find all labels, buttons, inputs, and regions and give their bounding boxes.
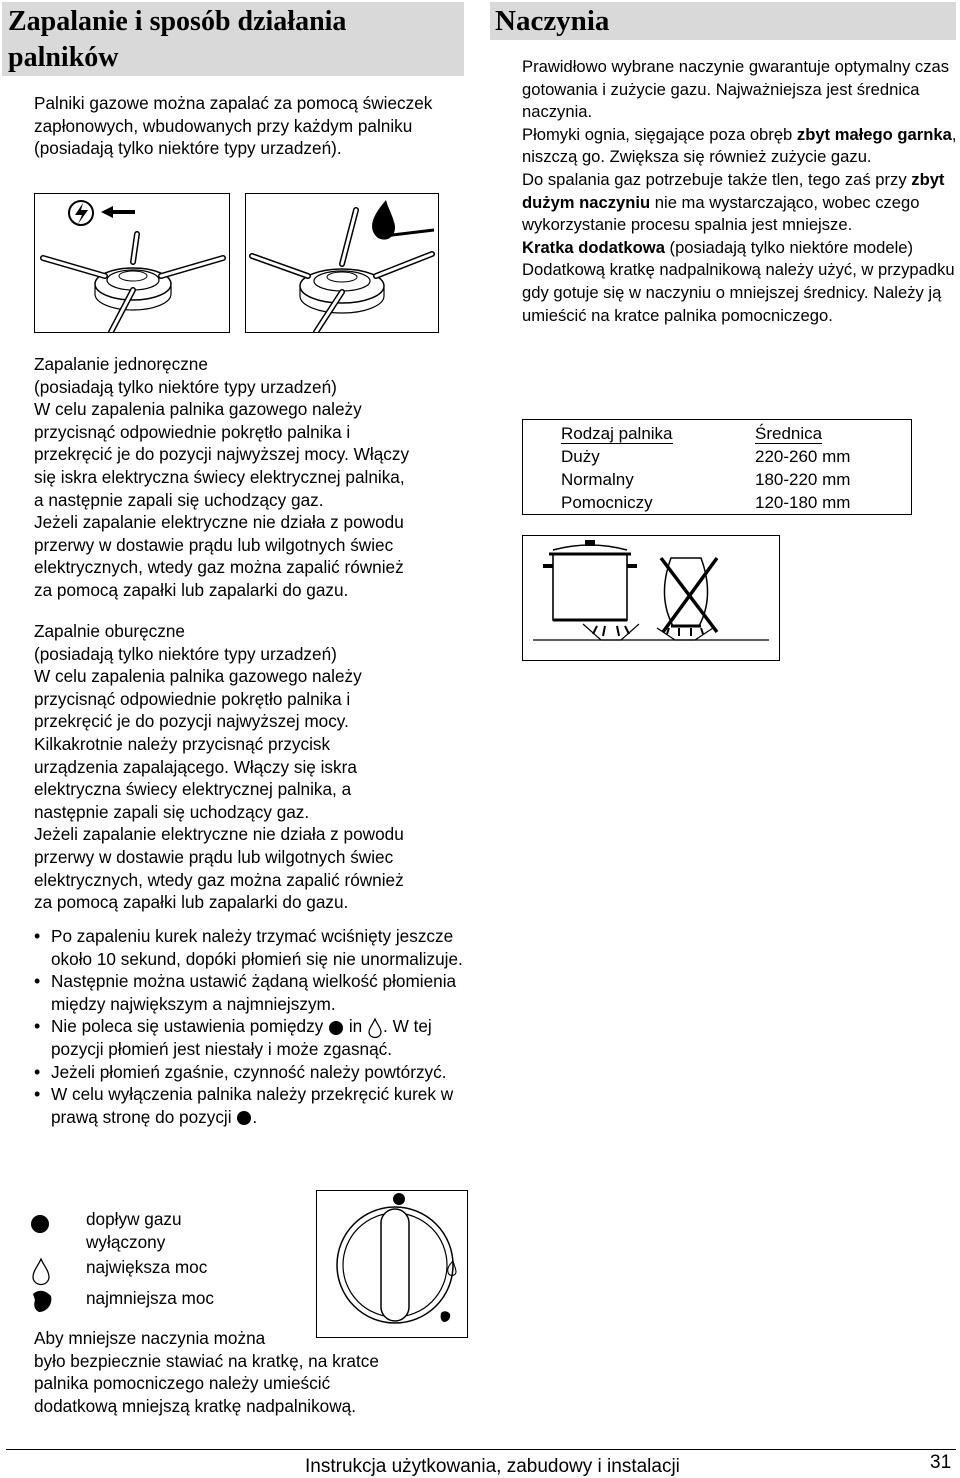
one-hand-line: przerwy w dostawie prądu lub wilgotnych świec <box>34 534 394 555</box>
small-pots-line: dodatkową mniejszą kratkę nadpalnikową. <box>34 1395 356 1416</box>
burner-with-flame-drawing <box>246 194 438 332</box>
two-hand-line: przycisnąć odpowiednie pokrętło palnika i <box>34 688 351 709</box>
min-flame-icon <box>441 1311 451 1322</box>
two-hand-title: Zapalnie oburęczne <box>34 621 185 641</box>
table-row <box>561 445 850 468</box>
one-hand-line: się iskra elektryczna świecy elektrycznej palnika, <box>34 466 405 487</box>
one-hand-line: a następnie zapali się uchodzący gaz. <box>34 489 324 510</box>
text-run: nie ma wystarczająco, wobec czego wykorzystanie procesu spalnia jest mniejsze. <box>522 192 920 235</box>
two-hand-line: za pomocą zapałki lub zapalarki do gazu. <box>34 892 349 913</box>
list-item <box>34 970 466 1015</box>
table-cell: 220-260 mm <box>755 446 851 466</box>
legend-off-line1: dopływ gazu <box>86 1209 182 1229</box>
small-pots-line: Aby mniejsze naczynia można <box>34 1328 266 1348</box>
small-pots-line: palnika pomocniczego należy umieścić <box>34 1373 331 1394</box>
two-hand-line: (posiadają tylko niektóre typy urzadzeń) <box>34 643 337 664</box>
text-run-bold: zbyt dużym naczyniu <box>522 169 945 212</box>
control-knob-drawing <box>317 1191 467 1337</box>
bullet-text: Następnie można ustawić żądaną wielkość płomienia między największym a najmniejszym. <box>51 971 457 1014</box>
max-flame-icon <box>367 1018 383 1038</box>
table-row <box>561 491 850 514</box>
push-arrow-icon <box>101 206 135 218</box>
gas-off-dot-icon <box>30 1214 50 1234</box>
knob-grip <box>381 1209 409 1321</box>
table-header: Średnica <box>755 423 823 443</box>
table-cell: Normalny <box>561 469 634 489</box>
cookware-text <box>522 56 958 327</box>
text-run: (posiadają tylko niektóre modele) Dodatkową kratkę nadpalnikową należy użyć, w przypadku gdy gotuje się w naczyniu o mniejszej średnicy. Należy ją umieścić na kratce palnika pomocniczego. <box>522 237 955 325</box>
table-cell: 180-220 mm <box>755 469 851 489</box>
bullet-text: in <box>348 1016 363 1037</box>
table-header-row <box>561 422 850 445</box>
bullet-text: W celu wyłączenia palnika należy przekręcić kurek w prawą stronę do pozycji <box>51 1084 454 1127</box>
table-cell: Duży <box>561 446 600 466</box>
burner-with-spark-drawing <box>35 194 229 332</box>
footer-title: Instrukcja użytkowania, zabudowy i instalacji <box>305 1456 680 1477</box>
two-hand-line: elektryczna świecy elektrycznej palnika, a <box>34 779 352 800</box>
one-hand-line: za pomocą zapałki lub zapalarki do gazu. <box>34 579 349 600</box>
two-hand-line: Jeżeli zapalanie elektryczne nie działa z powodu <box>34 824 404 845</box>
bullet-text: Po zapaleniu kurek należy trzymać wciśnięty jeszcze około 10 sekund, dopóki płomień się nie unormalizuje. <box>51 926 463 969</box>
text-run-bold: zbyt małego garnka <box>796 124 952 144</box>
cookware-p3 <box>522 169 958 237</box>
one-hand-line: przekręcić je do pozycji najwyższej mocy. Włączy <box>34 444 410 465</box>
gas-off-dot-icon <box>328 1020 344 1036</box>
bullet-text: Jeżeli płomień zgaśnie, czynność należy powtórzyć. <box>51 1061 447 1082</box>
legend-max: największa moc <box>86 1257 208 1277</box>
cookware-p4 <box>522 237 958 327</box>
text-run-bold: Kratka dodatkowa <box>522 237 665 257</box>
correct-pot-icon <box>543 540 639 640</box>
ignition-illustration-2 <box>245 193 439 333</box>
bullet-text: . <box>252 1106 258 1127</box>
knob-illustration <box>316 1190 468 1338</box>
bullet-list <box>34 925 466 1128</box>
table-cell: 120-180 mm <box>755 492 851 512</box>
symbol-legend <box>28 1208 288 1318</box>
one-hand-line: W celu zapalenia palnika gazowego należy <box>34 399 362 420</box>
footer-rule <box>6 1449 956 1450</box>
diameter-table-grid <box>561 422 850 514</box>
gas-off-dot-icon <box>393 1193 405 1205</box>
gas-off-dot-icon <box>236 1110 252 1126</box>
table-row <box>561 468 850 491</box>
bullet-text: Nie poleca się ustawienia pomiędzy <box>51 1016 324 1037</box>
list-item <box>34 1061 466 1084</box>
two-hand-line: przerwy w dostawie prądu lub wilgotnych świec <box>34 846 394 867</box>
small-pots-line: było bezpiecznie stawiać na kratkę, na kratce <box>34 1350 379 1371</box>
two-hand-line: Kilkakrotnie należy przycisnąć przycisk <box>34 733 331 754</box>
two-hand-line: elektrycznych, wtedy gaz można zapalić również <box>34 869 404 890</box>
left-heading: Zapalanie i sposób działania palników <box>8 6 347 73</box>
table-cell: Pomocniczy <box>561 492 653 512</box>
list-item <box>34 925 466 970</box>
legend-min: najmniejsza moc <box>86 1288 214 1308</box>
spark-icon <box>69 201 93 225</box>
list-item <box>34 1083 466 1128</box>
two-hand-line: przekręcić je do pozycji najwyższej mocy. <box>34 711 349 732</box>
left-heading-box <box>2 2 464 76</box>
one-hand-line: elektrycznych, wtedy gaz można zapalić również <box>34 557 404 578</box>
one-hand-line: przycisnąć odpowiednie pokrętło palnika i <box>34 421 351 442</box>
two-hand-line: urządzenia zapalającego. Włączy się iskra <box>34 756 357 777</box>
bullet-text: . W tej pozycji płomień jest niestały i może zgasnąć. <box>51 1016 432 1059</box>
cookware-p1: Prawidłowo wybrane naczynie gwarantuje optymalny czas gotowania i zużycie gazu. Najważniejsza jest średnica naczynia. <box>522 57 950 122</box>
list-item <box>34 1015 466 1060</box>
one-hand-title: Zapalanie jednoręczne <box>34 354 208 374</box>
two-hand-line: W celu zapalenia palnika gazowego należy <box>34 666 362 687</box>
text-run: Do spalania gaz potrzebuje także tlen, tego zaś przy <box>522 169 912 189</box>
pot-size-illustration <box>522 535 780 661</box>
one-hand-line: Jeżeli zapalanie elektryczne nie działa z powodu <box>34 512 404 533</box>
text-run: Płomyki ognia, sięgające poza obręb <box>522 124 797 144</box>
one-hand-section <box>34 353 464 602</box>
two-hand-line: następnie zapali się uchodzący gaz. <box>34 801 310 822</box>
ignition-illustration <box>34 193 230 333</box>
page-number: 31 <box>930 1452 952 1473</box>
one-hand-line: (posiadają tylko niektóre typy urzadzeń) <box>34 376 337 397</box>
two-hand-section <box>34 620 464 914</box>
min-flame-icon <box>31 1288 53 1314</box>
diameter-table <box>522 419 912 515</box>
right-heading: Naczynia <box>495 5 610 37</box>
table-header: Rodzaj palnika <box>561 423 673 443</box>
legend-off-line2: wyłączony <box>86 1232 166 1252</box>
correct-and-wrong-pot-drawing <box>523 536 779 660</box>
small-pots-text <box>34 1327 464 1417</box>
cookware-p2 <box>522 124 958 169</box>
right-heading-box <box>490 2 956 40</box>
max-flame-icon <box>31 1258 51 1286</box>
text-run: , niszczą go. Zwiększa się również zużycie gazu. <box>522 124 957 167</box>
intro-text: Palniki gazowe można zapalać za pomocą świeczek zapłonowych, wbudowanych przy każdym palniku (posiadają tylko niektóre typy urzadzeń). <box>34 93 433 159</box>
